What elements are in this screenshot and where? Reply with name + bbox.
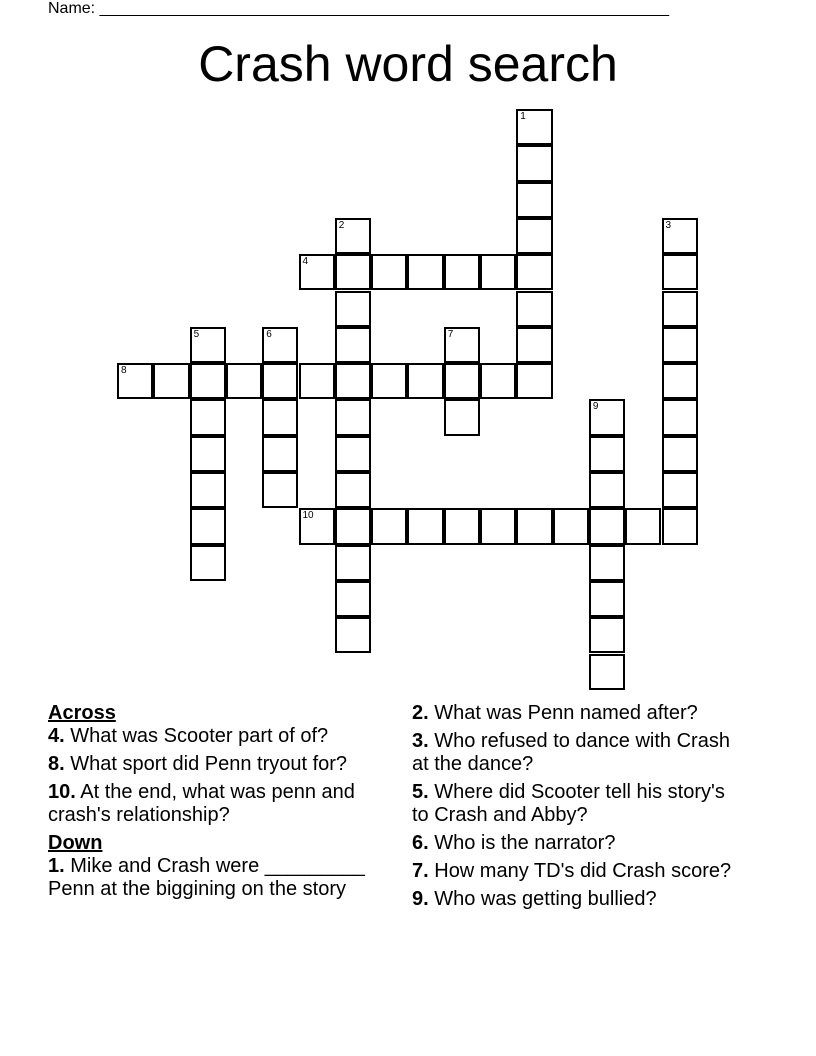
grid-cell[interactable] [407,363,443,399]
down-heading: Down [48,832,103,854]
grid-cell[interactable] [371,363,407,399]
clue-down-2 [412,702,732,725]
grid-cell[interactable] [589,545,625,581]
clue-text: Mike and Crash were _________ Penn at the biggining on the story [48,855,365,900]
grid-cell[interactable] [262,399,298,435]
clue-number: 4. [48,725,65,747]
clue-number: 9. [412,888,429,910]
name-field-line: Name: ________________________________________________________________ [48,0,670,17]
clue-number-label: 9 [592,401,599,413]
grid-cell[interactable] [190,436,226,472]
grid-cell[interactable] [589,436,625,472]
clue-down-7 [412,860,732,883]
grid-cell[interactable] [444,399,480,435]
clue-text: What sport did Penn tryout for? [64,753,348,775]
grid-cell[interactable] [335,291,371,327]
clues-left-column [48,702,393,906]
grid-cell[interactable] [190,545,226,581]
grid-cell[interactable] [662,218,698,254]
clue-number-label: 7 [447,328,454,340]
grid-cell[interactable] [662,436,698,472]
grid-cell[interactable] [516,182,552,218]
grid-cell[interactable] [444,327,480,363]
clue-number-label: 3 [665,219,672,231]
clue-down-5 [412,781,732,827]
grid-cell[interactable] [662,363,698,399]
grid-cell[interactable] [516,327,552,363]
clue-across-4 [48,725,393,748]
grid-cell[interactable] [335,363,371,399]
grid-cell[interactable] [480,363,516,399]
grid-cell[interactable] [480,254,516,290]
grid-cell[interactable] [480,508,516,544]
clue-number-label: 1 [520,111,526,122]
clue-number-label: 10 [302,510,314,522]
grid-cell[interactable] [299,508,335,544]
clue-text: What was Penn named after? [428,702,698,724]
grid-cell[interactable] [516,145,552,181]
grid-cell[interactable] [516,218,552,254]
clue-text: Who was getting bullied? [428,888,657,910]
grid-cell[interactable] [335,508,371,544]
grid-cell[interactable] [190,472,226,508]
grid-cell[interactable] [190,508,226,544]
grid-cell[interactable] [299,254,335,290]
clue-number: 3. [412,730,429,752]
clue-number: 8. [48,753,65,775]
clue-text: Where did Scooter tell his story's to Crash and Abby? [412,781,725,826]
clue-number: 1. [48,855,65,877]
grid-cell[interactable] [516,254,552,290]
clue-number: 2. [412,702,429,724]
grid-cell[interactable] [335,581,371,617]
clue-number: 5. [412,781,429,803]
grid-cell[interactable] [662,472,698,508]
clue-text: At the end, what was penn and crash's relationship? [48,781,355,826]
clue-text: Who is the narrator? [428,832,616,854]
grid-cell[interactable] [444,508,480,544]
grid-cell[interactable] [335,327,371,363]
clue-down-1 [48,855,393,901]
grid-cell[interactable] [335,545,371,581]
grid-cell[interactable] [262,436,298,472]
grid-cell[interactable] [662,254,698,290]
grid-cell[interactable] [262,363,298,399]
grid-cell[interactable] [662,291,698,327]
across-heading: Across [48,702,116,724]
clue-number-label: 8 [121,365,127,377]
grid-cell[interactable] [444,363,480,399]
clue-across-10 [48,781,393,827]
grid-cell[interactable] [190,363,226,399]
grid-cell[interactable] [262,472,298,508]
grid-cell[interactable] [335,254,371,290]
clue-number-label: 6 [266,328,272,340]
grid-cell[interactable] [153,363,189,399]
clues-right-column [412,702,732,916]
clue-number: 10. [48,781,76,803]
grid-cell[interactable] [117,363,153,399]
grid-cell[interactable] [516,291,552,327]
clue-down-6 [412,832,732,855]
grid-cell[interactable] [407,254,443,290]
grid-cell[interactable] [516,109,552,145]
grid-cell[interactable] [262,327,298,363]
grid-cell[interactable] [589,654,625,690]
grid-cell[interactable] [335,617,371,653]
grid-cell[interactable] [589,399,625,435]
grid-cell[interactable] [371,508,407,544]
grid-cell[interactable] [299,363,335,399]
grid-cell[interactable] [589,617,625,653]
clue-down-3 [412,730,732,776]
grid-cell[interactable] [371,254,407,290]
grid-cell[interactable] [662,327,698,363]
grid-cell[interactable] [190,327,226,363]
grid-cell[interactable] [625,508,661,544]
grid-cell[interactable] [516,508,552,544]
clue-text: What was Scooter part of of? [64,725,329,747]
grid-cell[interactable] [589,581,625,617]
clue-across-8 [48,753,393,776]
grid-cell[interactable] [444,254,480,290]
page-title: Crash word search [198,36,618,92]
clue-number: 6. [412,832,429,854]
clue-number-label: 5 [193,328,200,340]
grid-cell[interactable] [335,436,371,472]
clue-number-label: 4 [302,256,309,268]
grid-cell[interactable] [662,508,698,544]
clue-text: Who refused to dance with Crash at the dance? [412,730,730,775]
grid-cell[interactable] [553,508,589,544]
grid-cell[interactable] [662,399,698,435]
clue-down-9 [412,888,732,911]
grid-cell[interactable] [589,472,625,508]
grid-cell[interactable] [335,218,371,254]
clue-number: 7. [412,860,429,882]
grid-cell[interactable] [335,472,371,508]
grid-cell[interactable] [335,399,371,435]
grid-cell[interactable] [516,363,552,399]
grid-cell[interactable] [190,399,226,435]
clue-text: How many TD's did Crash score? [428,860,732,882]
clue-number-label: 2 [338,219,345,231]
grid-cell[interactable] [407,508,443,544]
grid-cell[interactable] [589,508,625,544]
grid-cell[interactable] [226,363,262,399]
